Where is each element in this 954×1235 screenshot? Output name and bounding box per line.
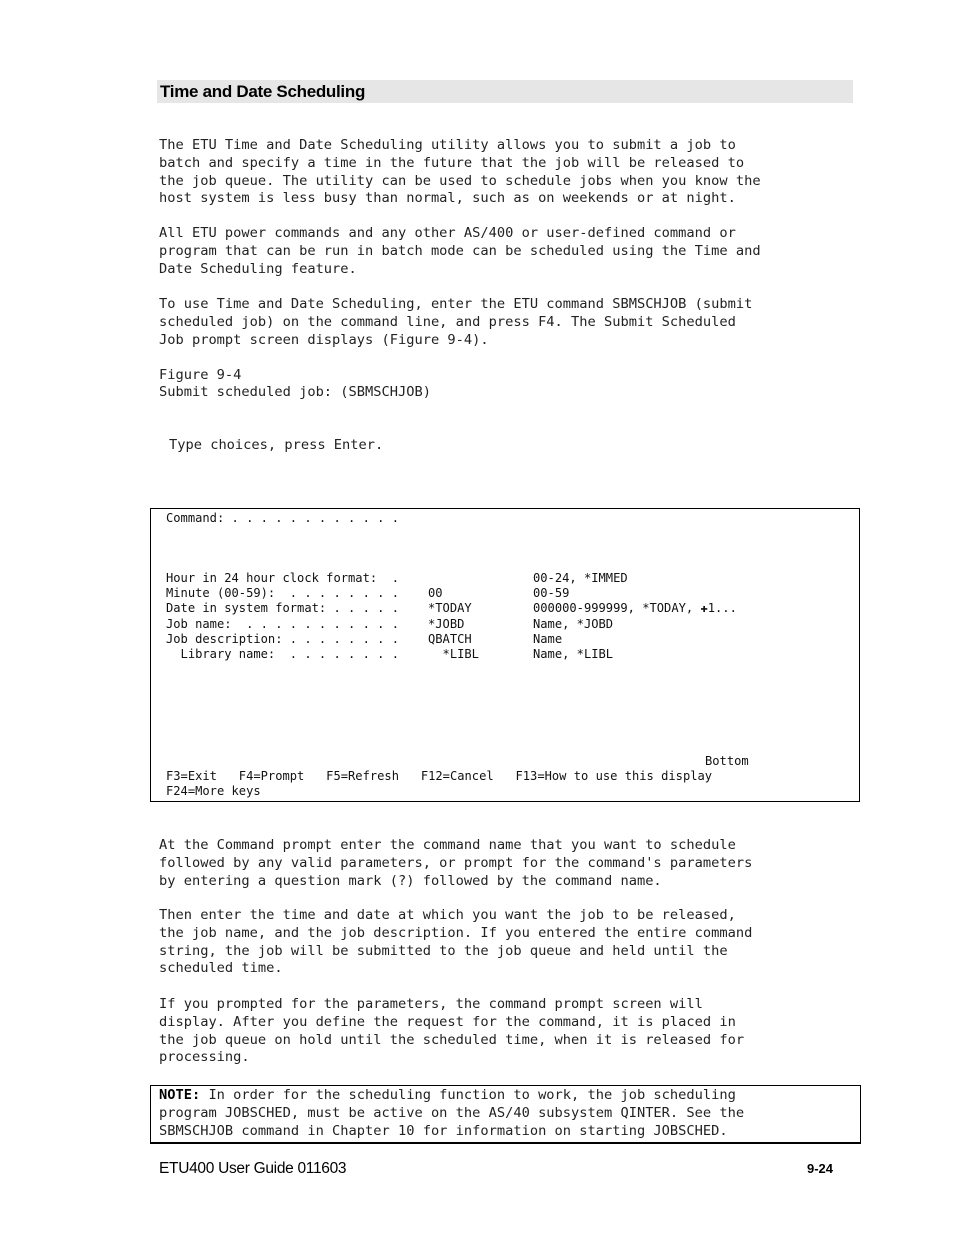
job-description-field-value[interactable]: QBATCH: [428, 632, 472, 646]
body-paragraph-3: If you prompted for the parameters, the command prompt screen will display. After you define the request for the command, it is placed in the job queue on hold until the scheduled time, when it is released for processing.: [159, 996, 745, 1066]
job-name-field-value[interactable]: *JOBD: [428, 617, 465, 631]
library-name-field-allowed: Name, *LIBL: [533, 647, 614, 661]
function-keys-row-2[interactable]: F24=More keys: [166, 784, 261, 798]
date-field-value[interactable]: *TODAY: [428, 601, 472, 615]
hour-field-label: Hour in 24 hour clock format: .: [166, 571, 399, 585]
figure-instruction: Type choices, press Enter.: [169, 437, 384, 453]
note-label: NOTE:: [159, 1087, 201, 1103]
hour-field-allowed: 00-24, *IMMED: [533, 571, 628, 585]
job-description-field-label: Job description: . . . . . . . .: [166, 632, 399, 646]
figure-caption: Submit scheduled job: (SBMSCHJOB): [159, 384, 431, 400]
body-paragraph-2: Then enter the time and date at which you want the job to be released, the job name, and the job description. If you entered the entire command string, the job will be submitted to the job queue and held until the scheduled time.: [159, 907, 753, 977]
minute-field-value[interactable]: 00: [428, 586, 443, 600]
submit-scheduled-job-screen: [150, 508, 860, 802]
figure-label: Figure 9-4: [159, 367, 242, 383]
job-description-field-allowed: Name: [533, 632, 563, 646]
job-name-field-allowed: Name, *JOBD: [533, 617, 614, 631]
intro-paragraph-3: To use Time and Date Scheduling, enter the ETU command SBMSCHJOB (submit scheduled job) on the command line, and press F4. The Submit Scheduled Job prompt screen displays (Figure 9-4).: [159, 296, 753, 348]
footer-guide-title: ETU400 User Guide 011603: [159, 1160, 347, 1177]
intro-paragraph-1: The ETU Time and Date Scheduling utility allows you to submit a job to batch and specify a time in the future that the job will be released to the job queue. The utility can be used to schedule jobs when you know the host system is less busy than normal, such as on weekends or at night.: [159, 137, 761, 207]
command-label: Command: . . . . . . . . . . . .: [166, 511, 399, 525]
note-text: In order for the scheduling function to work, the job scheduling program JOBSCHED, must be active on the AS/40 subsystem QINTER. See the SBMSCHJOB command in Chapter 10 for information on starting JOBSCHED.: [159, 1087, 745, 1139]
library-name-field-label: Library name: . . . . . . . .: [166, 647, 399, 661]
minute-field-allowed: 00-59: [533, 586, 570, 600]
footer-page-number: 9-24: [806, 1161, 833, 1176]
library-name-field-value[interactable]: *LIBL: [428, 647, 479, 661]
date-field-allowed: 000000-999999, *TODAY, ✚1...: [533, 601, 737, 615]
function-keys-row-1[interactable]: F3=Exit F4=Prompt F5=Refresh F12=Cancel F13=How to use this display: [166, 769, 713, 783]
body-paragraph-1: At the Command prompt enter the command name that you want to schedule followed by any valid parameters, or prompt for the command's parameters by entering a question mark (?) followed by the command name.: [159, 837, 753, 889]
date-field-label: Date in system format: . . . . .: [166, 601, 399, 615]
job-name-field-label: Job name: . . . . . . . . . . .: [166, 617, 399, 631]
bottom-indicator: Bottom: [705, 754, 749, 768]
minute-field-label: Minute (00-59): . . . . . . . .: [166, 586, 399, 600]
note-box: [150, 1085, 861, 1144]
intro-paragraph-2: All ETU power commands and any other AS/400 or user-defined command or program that can be run in batch mode can be scheduled using the Time and Date Scheduling feature.: [159, 225, 761, 277]
section-heading: Time and Date Scheduling: [157, 80, 853, 103]
